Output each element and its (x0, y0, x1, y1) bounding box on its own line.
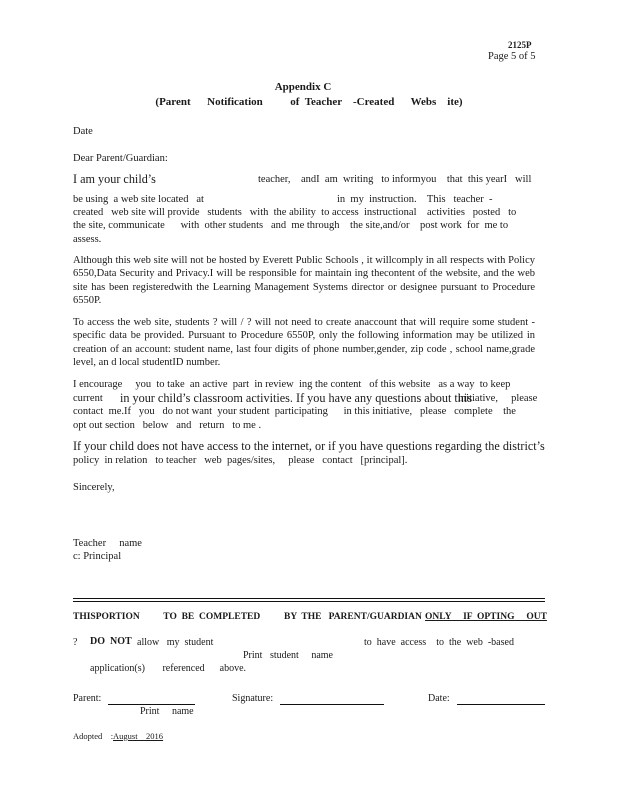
p1-line1a: I am your child’s (73, 172, 156, 186)
paragraph-access: To access the web site, students ? will / ? will not need to create anaccount that will require some student -specific data be provided. Pursuant to Procedure 6550P, only the following information may be utilized in creation of an account: student name, last four digits of phone number,gender, zip code , school name,grade level, an d local studentID number. (73, 317, 535, 368)
applications-label: application(s) referenced above. (90, 663, 247, 674)
print-name-label: Print name (140, 706, 194, 717)
allow-student-label: allow my student (137, 637, 214, 648)
date-field[interactable] (457, 704, 545, 705)
parent-name-field[interactable] (108, 704, 195, 705)
p4-line2b: in your child’s classroom activities. If you have any questions about this (120, 391, 473, 405)
p1-line2a: be using a web site located at (73, 194, 204, 205)
teacher-name-label: Teacher name (73, 538, 142, 549)
p1-line1b: teacher, andI am writing to informyou that this yearI will (258, 174, 532, 185)
p4-line1: I encourage you to take an active part in review ing the content of this website as a way to keep (73, 379, 511, 390)
access-label: to have access to the web -based (364, 637, 514, 648)
page-number: Page 5 of 5 (488, 51, 536, 62)
p1-line2b: in my instruction. This teacher - (337, 194, 493, 205)
signature-label: Signature: (232, 693, 274, 704)
p1-line3: created web site will provide students with the ability to access instructional activities posted to (73, 207, 517, 218)
print-student-name-label: Print student name (243, 650, 333, 661)
p1-line5: assess. (73, 234, 102, 245)
p4-line3: contact me.If you do not want your student participating in this initiative, please complete the (73, 406, 516, 417)
signature-field[interactable] (280, 704, 384, 705)
form-divider-bottom (73, 601, 545, 602)
form-heading-opt-out: ONLY IF OPTING OUT (425, 612, 547, 622)
closing: Sincerely, (73, 482, 115, 493)
cc-principal: c: Principal (73, 551, 122, 562)
adopted-date: August 2016 (113, 731, 164, 741)
p1-line4: the site, communicate with other students and me through the site,and/or post work for me to (73, 220, 509, 231)
appendix-title: Appendix C (274, 81, 332, 93)
p4-line2c: initiative, please (458, 393, 538, 404)
p4-line4: opt out section below and return to me . (73, 420, 262, 431)
form-divider-top (73, 598, 545, 599)
p5-line1: If your child does not have access to the internet, or if you have questions regarding the district’s (73, 439, 545, 453)
salutation: Dear Parent/Guardian: (73, 153, 168, 164)
appendix-subtitle: (Parent Notification of Teacher -Created Webs ite) (155, 96, 463, 108)
date-label: Date (73, 126, 93, 137)
opt-out-checkbox[interactable]: ? (73, 637, 78, 648)
policy-code: 2125P (508, 40, 532, 50)
p5-line2: policy in relation to teacher web pages/sites, please contact [principal]. (73, 455, 408, 466)
adopted-label: Adopted : (73, 731, 114, 741)
paragraph-hosting: Although this web site will not be hosted by Everett Public Schools , it willcomply in all respects with Policy 6550,Data Security and Privacy.I will be responsible for maintain ing thecontent of the website, and the web site has been registeredwith the Learning Management Systems director or designee pursuant to Procedure 6550P. (73, 255, 535, 306)
date-field-label: Date: (428, 693, 450, 704)
form-heading: THISPORTION TO BE COMPLETED BY THE PARENT/GUARDIAN (73, 612, 422, 622)
do-not-label: DO NOT (90, 636, 132, 647)
parent-label: Parent: (73, 693, 102, 704)
p4-line2a: current (73, 393, 103, 404)
